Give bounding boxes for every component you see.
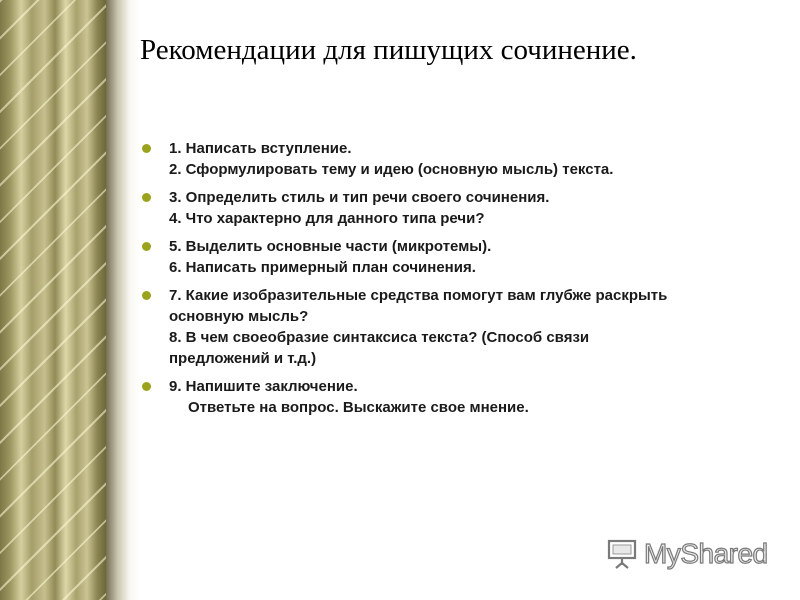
list-item (140, 285, 780, 369)
list-item-line: 1. Написать вступление. (169, 140, 352, 157)
bullet-dot-icon (142, 242, 151, 251)
list-item (140, 236, 780, 278)
list-item-line: основную мысль? (169, 308, 309, 325)
list-item-line: 9. Напишите заключение. (169, 378, 358, 395)
decorative-side-panel (0, 0, 106, 600)
watermark-text: MyShared (644, 538, 768, 569)
presentation-board-icon (606, 538, 638, 570)
list-item-line: 5. Выделить основные части (микротемы). (169, 238, 492, 255)
bullet-dot-icon (142, 382, 151, 391)
list-item (140, 138, 780, 180)
list-item-line: 7. Какие изобразительные средства помогут вам глубже раскрыть (169, 287, 668, 304)
side-panel-shadow (106, 0, 140, 600)
list-item-line: 4. Что характерно для данного типа речи? (169, 210, 485, 227)
list-item-line: 2. Сформулировать тему и идею (основную мысль) текста. (169, 161, 614, 178)
list-item-line: 3. Определить стиль и тип речи своего сочинения. (169, 189, 550, 206)
slide-title: Рекомендации для пишущих сочинение. (140, 34, 637, 66)
bullet-dot-icon (142, 144, 151, 153)
bullet-dot-icon (142, 193, 151, 202)
list-item-line: 6. Написать примерный план сочинения. (169, 259, 476, 276)
bullet-dot-icon (142, 291, 151, 300)
list-item (140, 376, 780, 418)
list-item-line: 8. В чем своеобразие синтаксиса текста? (Способ связи (169, 329, 590, 346)
watermark (606, 536, 768, 572)
list-item-line: предложений и т.д.) (169, 350, 317, 367)
list-item-line: Ответьте на вопрос. Выскажите свое мнение. (188, 399, 529, 416)
list-item (140, 187, 780, 229)
recommendation-list (140, 138, 780, 425)
